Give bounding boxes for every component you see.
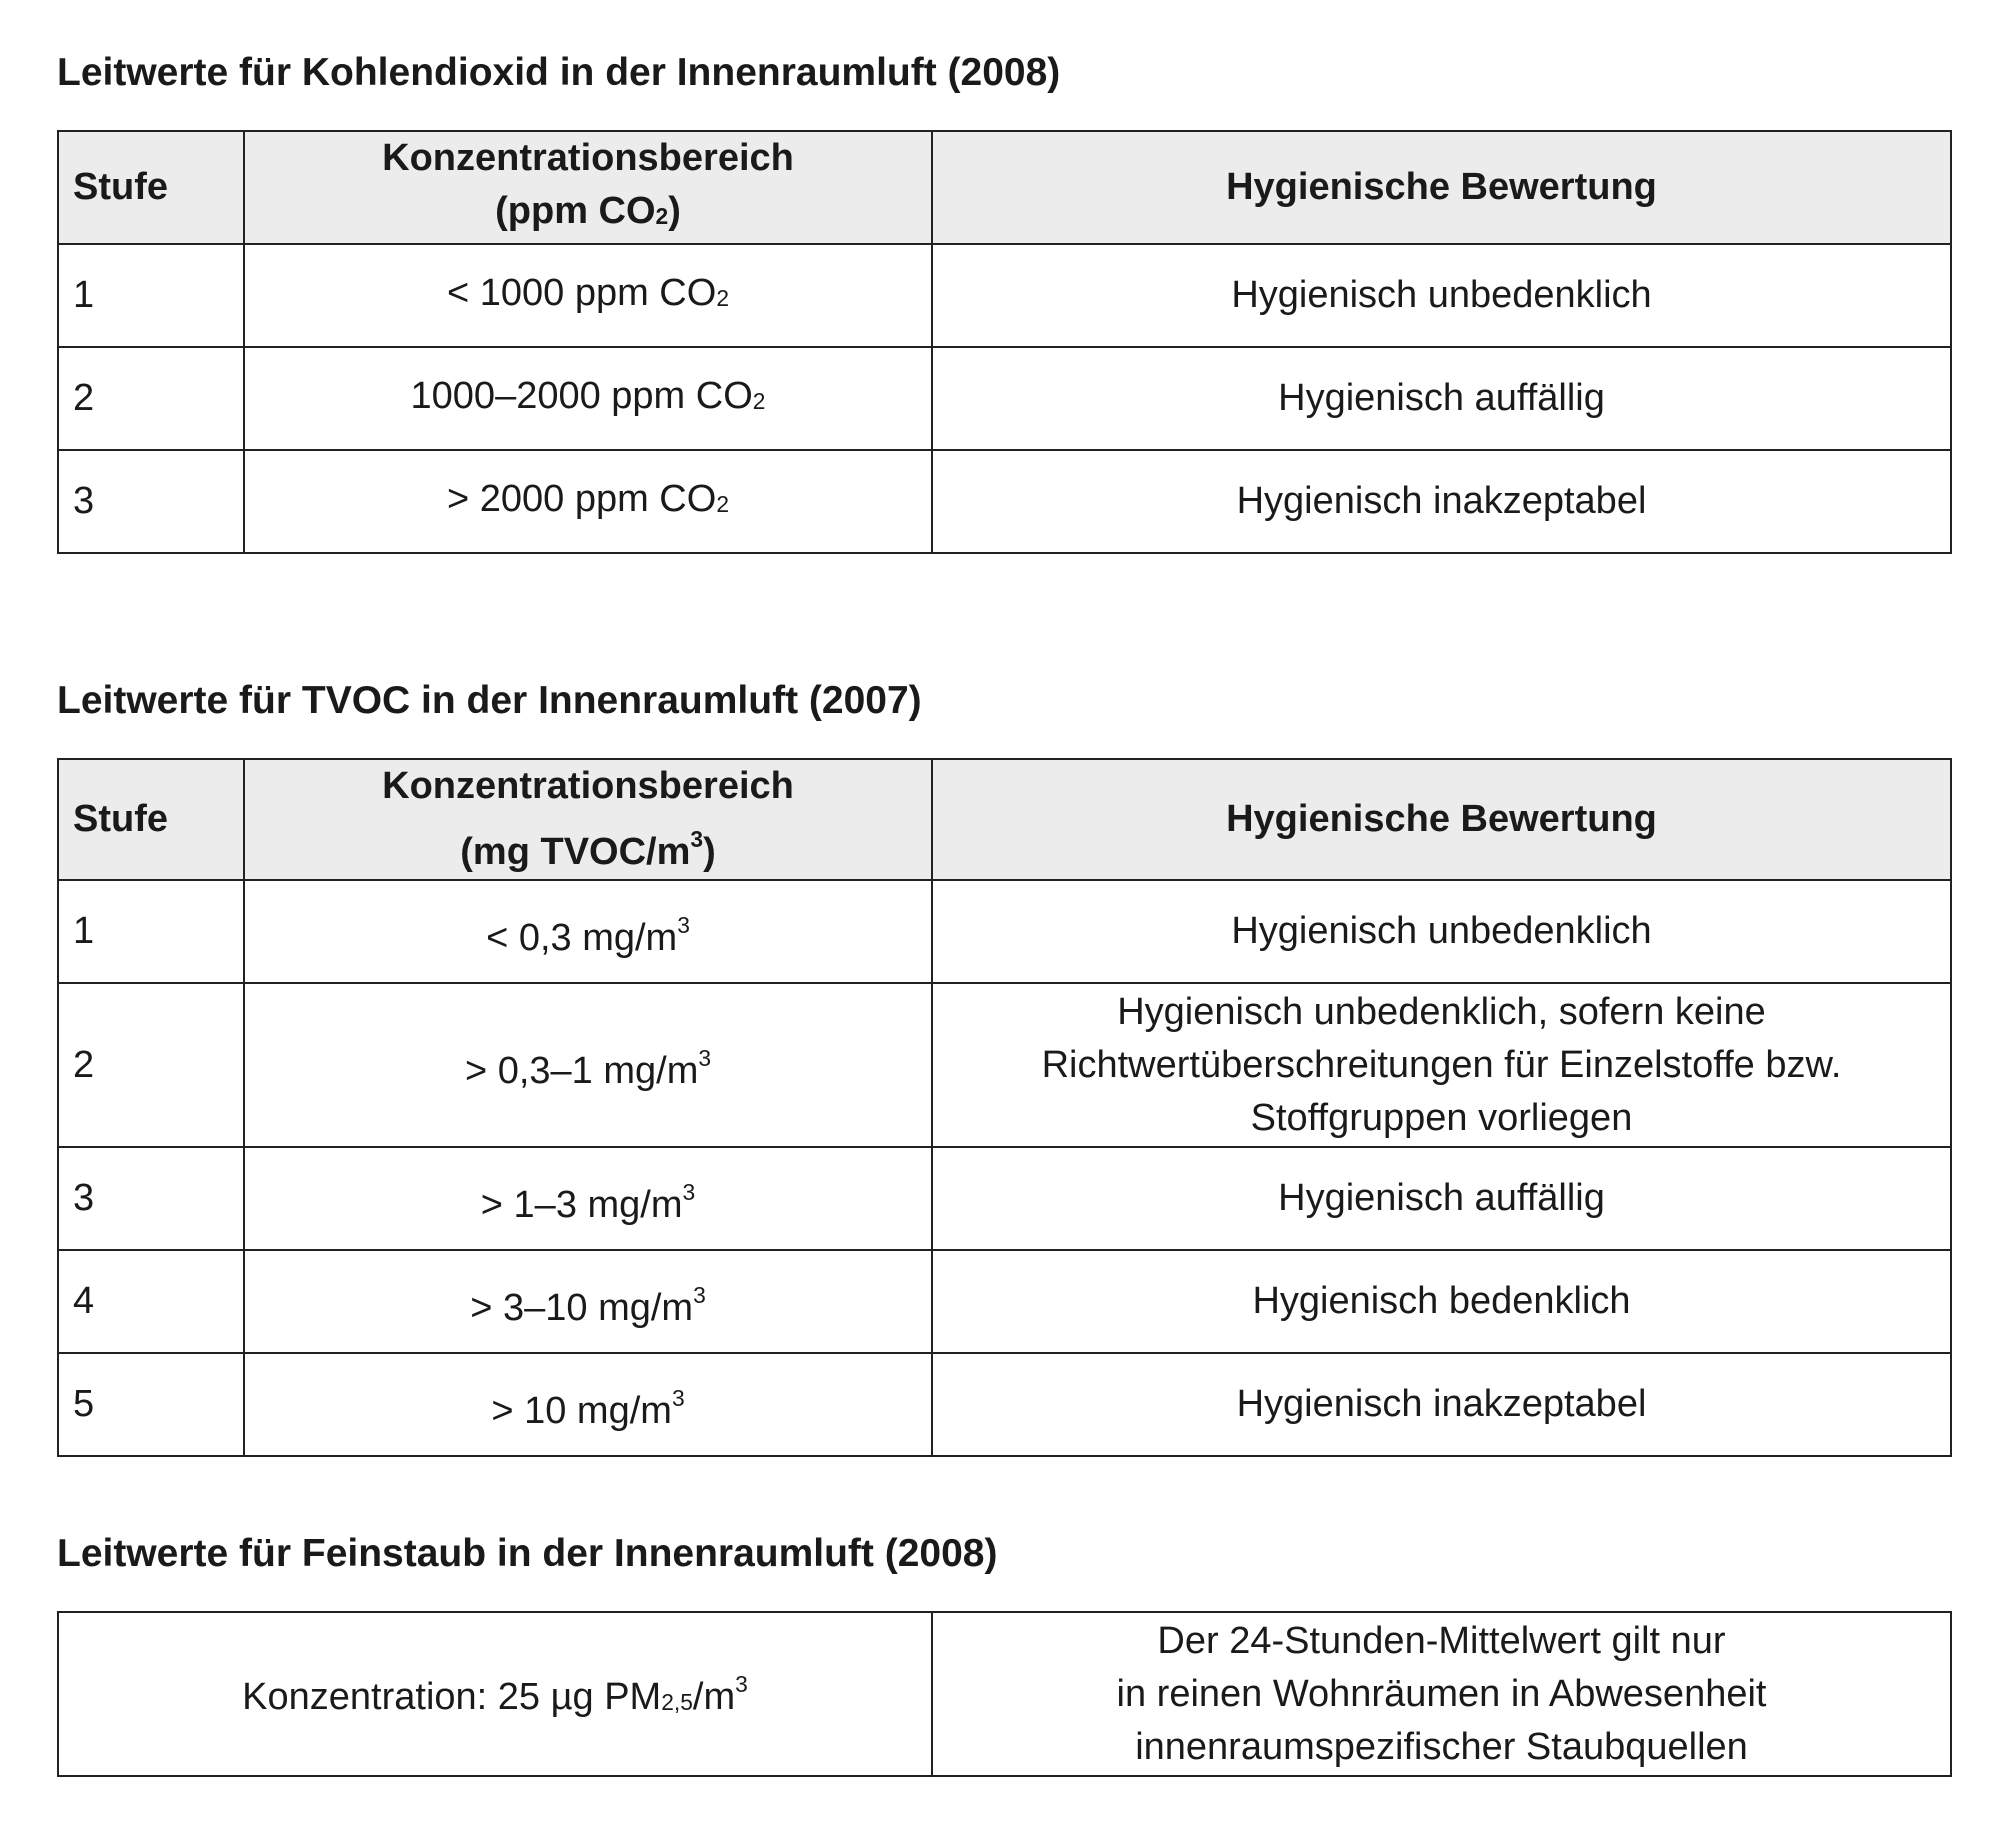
feinstaub-table (57, 1611, 1952, 1777)
range-cell: 1000–2000 ppm $CO_2$ (244, 347, 932, 450)
tvoc-table (57, 758, 1952, 1457)
table-row (58, 1250, 1951, 1353)
bewertung-cell: Hygienisch unbedenklich, sofern keine Richtwertüberschreitungen für Einzelstoffe bzw. Stoffgruppen vorliegen (932, 983, 1951, 1147)
table-row (58, 347, 1951, 450)
table-row (58, 1612, 1951, 1776)
tvoc-title: Leitwerte für TVOC in der Innenraumluft (2007) (57, 679, 922, 722)
table-row (58, 244, 1951, 347)
bewertung-cell: Hygienisch inakzeptabel (932, 450, 1951, 553)
bewertung-cell: Hygienisch auffällig (932, 347, 1951, 450)
col-header-konzentrationsbereich: Konzentrationsbereich (mg TVOC/$m^3$) (244, 759, 932, 880)
col-header-stufe: Stufe (58, 131, 244, 244)
table-row (58, 880, 1951, 983)
stufe-cell: 2 (58, 983, 244, 1147)
co2-header-row (58, 131, 1951, 244)
stufe-cell: 2 (58, 347, 244, 450)
note-cell: Der 24-Stunden-Mittelwert gilt nur in reinen Wohnräumen in Abwesenheit innenraumspezifischer Staubquellen (932, 1612, 1951, 1776)
range-cell: > 2000 ppm $CO_2$ (244, 450, 932, 553)
tvoc-header-row (58, 759, 1951, 880)
range-cell: < 1000 ppm $CO_2$ (244, 244, 932, 347)
table-row (58, 450, 1951, 553)
bewertung-cell: Hygienisch unbedenklich (932, 880, 1951, 983)
range-cell: > 1–3 $mg/m^3$ (244, 1147, 932, 1250)
co2-title: Leitwerte für Kohlendioxid in der Innenraumluft (2008) (57, 51, 1061, 94)
table-row (58, 983, 1951, 1147)
stufe-cell: 3 (58, 1147, 244, 1250)
bewertung-cell: Hygienisch unbedenklich (932, 244, 1951, 347)
range-cell: > 10 $mg/m^3$ (244, 1353, 932, 1456)
co2-table (57, 130, 1952, 554)
col-header-stufe: Stufe (58, 759, 244, 880)
col-header-bewertung: Hygienische Bewertung (932, 759, 1951, 880)
stufe-cell: 5 (58, 1353, 244, 1456)
stufe-cell: 4 (58, 1250, 244, 1353)
stufe-cell: 3 (58, 450, 244, 553)
bewertung-cell: Hygienisch auffällig (932, 1147, 1951, 1250)
table-row (58, 1353, 1951, 1456)
concentration-cell: Konzentration: 25 µg $PM_{2,5}/m^3$ (58, 1612, 932, 1776)
range-cell: > 3–10 $mg/m^3$ (244, 1250, 932, 1353)
table-row (58, 1147, 1951, 1250)
col-header-bewertung: Hygienische Bewertung (932, 131, 1951, 244)
col-header-konzentrationsbereich: Konzentrationsbereich (ppm $CO_2$) (244, 131, 932, 244)
range-cell: > 0,3–1 $mg/m^3$ (244, 983, 932, 1147)
bewertung-cell: Hygienisch bedenklich (932, 1250, 1951, 1353)
range-cell: < 0,3 $mg/m^3$ (244, 880, 932, 983)
stufe-cell: 1 (58, 244, 244, 347)
bewertung-cell: Hygienisch inakzeptabel (932, 1353, 1951, 1456)
feinstaub-title: Leitwerte für Feinstaub in der Innenraumluft (2008) (57, 1532, 998, 1575)
stufe-cell: 1 (58, 880, 244, 983)
